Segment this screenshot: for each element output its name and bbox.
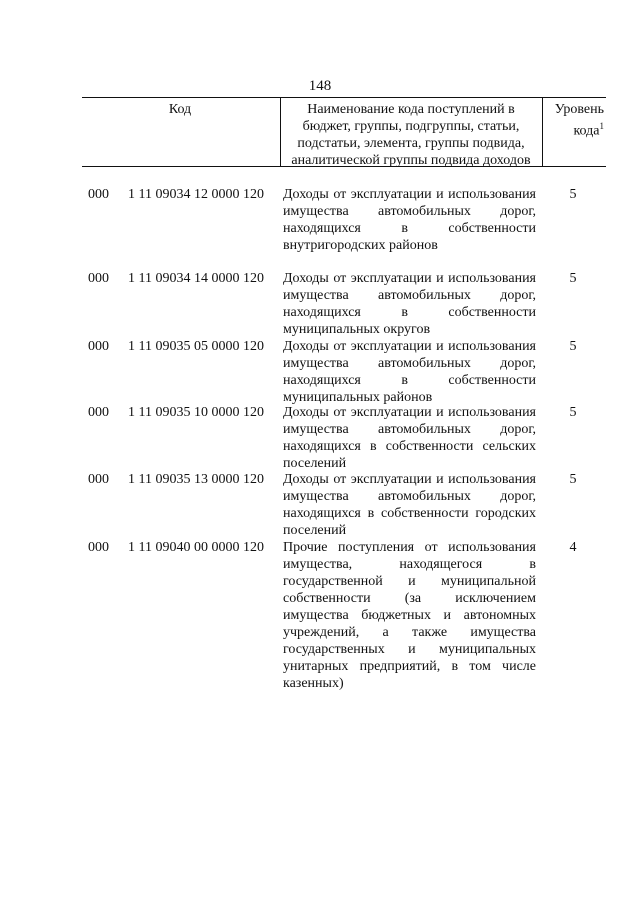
- revenue-code: 1 11 09034 14 0000 120: [128, 271, 264, 286]
- revenue-name: Прочие поступления от использования имущества, находящегося в государственной и муниципальной собственности (за исключением имущества бюджетных и автономных учреждений, а также имущества государственных и муниципальных унитарных предприятий, в том числе казенных): [283, 540, 536, 691]
- page-number: 148: [308, 78, 332, 94]
- code-level: 5: [569, 339, 577, 354]
- revenue-name: Доходы от эксплуатации и использования имущества автомобильных дорог, находящихся в собственности муниципальных округов: [283, 271, 536, 337]
- revenue-code: 1 11 09040 00 0000 120: [128, 540, 264, 555]
- header-level-label: Уровень кода: [554, 102, 604, 139]
- revenue-code: 1 11 09035 05 0000 120: [128, 339, 264, 354]
- code-level: 4: [569, 540, 577, 555]
- code-level: 5: [569, 187, 577, 202]
- header-code: Код: [168, 102, 192, 117]
- code-level: 5: [569, 271, 577, 286]
- revenue-name: Доходы от эксплуатации и использования имущества автомобильных дорог, находящихся в собственности сельских поселений: [283, 405, 536, 471]
- revenue-code: 1 11 09035 10 0000 120: [128, 405, 264, 420]
- admin-code: 000: [88, 540, 109, 555]
- table-header: [82, 97, 606, 167]
- admin-code: 000: [88, 339, 109, 354]
- revenue-code: 1 11 09034 12 0000 120: [128, 187, 264, 202]
- admin-code: 000: [88, 187, 109, 202]
- revenue-code: 1 11 09035 13 0000 120: [128, 472, 264, 487]
- code-level: 5: [569, 405, 577, 420]
- header-level: [542, 101, 604, 140]
- admin-code: 000: [88, 472, 109, 487]
- header-level-footnote: 1: [599, 121, 604, 131]
- code-level: 5: [569, 472, 577, 487]
- revenue-name: Доходы от эксплуатации и использования имущества автомобильных дорог, находящихся в собственности внутригородских районов: [283, 187, 536, 253]
- admin-code: 000: [88, 271, 109, 286]
- header-divider: [280, 98, 281, 166]
- header-name: Наименование кода поступлений в бюджет, группы, подгруппы, статьи, подстатьи, элемента, группы подвида, аналитической группы подвида доходов: [291, 102, 531, 168]
- revenue-name: Доходы от эксплуатации и использования имущества автомобильных дорог, находящихся в собственности городских поселений: [283, 472, 536, 538]
- revenue-name: Доходы от эксплуатации и использования имущества автомобильных дорог, находящихся в собственности муниципальных районов: [283, 339, 536, 405]
- admin-code: 000: [88, 405, 109, 420]
